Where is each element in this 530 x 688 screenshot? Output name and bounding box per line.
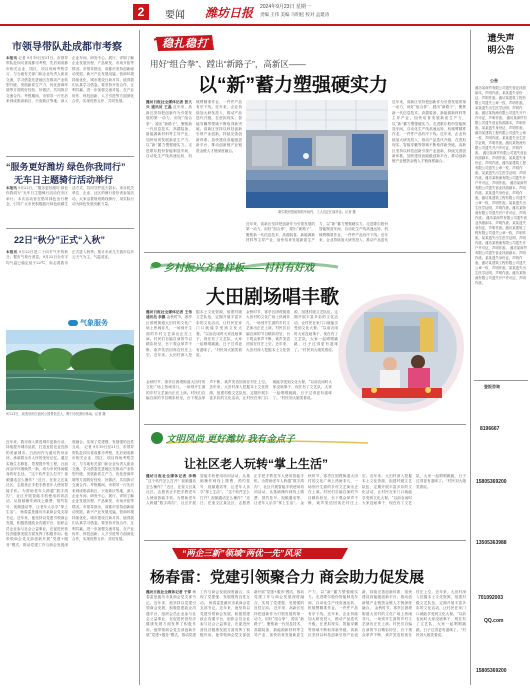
theme-banner <box>150 430 370 446</box>
sidebar-divider <box>474 380 528 381</box>
banner-text: 文明风尚 更好潍坊 我有金点子 <box>166 434 295 445</box>
body-text: 金秋时节，寒亭区固堤街道大田村的文化广场上热闹非凡，一场别开生面的乡村文艺演出正在上演。村民们自编自演的节目精彩纷呈，台下观众掌声不断，欢声笑语回荡在村庄上空。近年来，大田村深入挖掘本土文化资源，组建村级文艺队伍，定期开展丰富多彩的文化活动，让村民在家门口就能享受到文化大餐。“以前农闲时大家没啥事干，现在有了文艺队，大家一起唱唱跳跳，日子过得更有滋味了。”村民刘大娘笑着说。 <box>146 380 332 401</box>
body-text: 记者 9月19日至21日，市领导带队赴四川省成都市考察，先后到成都市相关企业、园区、项目现场考察学习，与当地有关部门和企业负责人座谈交流，学习借鉴先进地区在推动产业转型升级、发展新质生产力、优化营商环境等方面的好经验、好做法，共同探讨交流合作。考察期间，市领导一行先后来到成都高新区、天府新区等地，深入企业车间、研发中心、展厅，详细了解企业发展历程、产品研发、市场开拓等情况。市领导指出，成都市坚持创新驱动发展，新兴产业发展迅猛，营商环境持续优化，城市建设日新月异，值得我们认真学习借鉴。要坚持开放合作、互利共赢，进一步加强交流对接，在产业协作、科技创新、人才引进等方面深化合作，实现优势互补、共同发展。 <box>6 56 134 104</box>
article-body <box>146 590 466 684</box>
factory-photo <box>246 100 388 208</box>
section-divider <box>144 252 466 253</box>
theme-banner <box>172 546 350 560</box>
body-text: 9月22日，“服务更好潍坊 绿色你我同行”无车日主题骑行活动在市区举行。本次活动旨在倡导绿色出行理念，引导广大市民积极践行绿色低碳生活方式，共同守护蓝天碧水。来自机关单位、企业、社区的骑行爱好者参加活动，大家沿着规划路线骑行，用实际行动为绿色发展贡献力量。 <box>6 186 134 207</box>
section-headline: 让社区老人玩转“掌上生活” <box>184 457 329 471</box>
page-header <box>0 0 530 26</box>
photo-caption: 9月21日，改造后的白浪河公园景色宜人，吸引市民游玩休闲。记者 摄 <box>6 412 106 416</box>
body-text: 杨春雷是潍坊市某商会党支部书记。近年来，他坚持以党建引领商会发展，积极搭建政企沟通平台，组织会员企业参与社会公益事业，在促进民营经济健康发展方面发挥了积极作用。他带领商会党支部创新开展“党建+服务”模式，推动党建工作与商会发展深度融合，实现了党建强、发展强的良性互动。 <box>146 590 250 638</box>
body-text: “这个软件怎么打开？视频通话怎么操作？”近日，在奎文区某社区，志愿者正手把手教老年人使用智能手机。为帮助老年人跨越“数字鸿沟”，社区开展智能手机使用培训活动，从基础操作到线上缴费、预约挂号、视频通话等，让老年人乐享“掌上生活”。 <box>6 472 68 515</box>
byline: 本报讯 <box>6 186 17 190</box>
byline: 潍坊日报社全媒体记者 于萍 <box>146 590 192 594</box>
sidebar-title: 遗失声明公告 <box>487 33 515 55</box>
body-text: 近年来，高新区坚持把创新作为引领发展的第一动力，用好“组合拳”、蹚出“新路子”，聚焦新一代信息技术、高端装备、新能源新材料等主导产业，加快培育发展新质生产力，以“新”蓄力塑强硬实力。走进歌尔股份智能制造车间，自动化生产线高速运转，机械臂精准作业，一件件产品有序下线。近年来，企业持续加大研发投入，推动产品迭代 <box>246 222 388 243</box>
qq-label: QQ.com <box>484 618 504 624</box>
sidebar-section-heading: 公告 <box>490 78 498 83</box>
section-headline: 大田剧场唱丰歌 <box>206 287 340 308</box>
column-divider <box>139 30 140 685</box>
column-divider <box>470 30 471 685</box>
cloud-icon <box>68 320 78 326</box>
article-body <box>6 440 134 682</box>
phone-number: 15805369200 <box>476 479 507 485</box>
article-title-line-2: 无车日主题骑行活动举行 <box>14 175 114 185</box>
body-text: 金秋时节，寒亭区固堤街道大田村的文化广场上热闹非凡，一场别开生面的乡村文艺演出正在上演。村民们自编自演的节目精彩纷呈，台下观众掌声不断，欢声笑语回荡在村庄上空。近年来，大田村深入挖掘本土文化资源，组建村级文艺队伍，定期开展丰富多彩的文化活动，让村民在家门口就能享受到文化大餐。“以前农闲时大家没啥事干，现在有了文艺队，大家一起唱唱跳跳，日子过得更有滋味了。”村民刘大娘笑着说。 <box>146 310 242 358</box>
article-divider <box>6 156 134 157</box>
article-title-line-1: “服务更好潍坊 绿色你我同行” <box>6 162 126 172</box>
body-text: 金秋时节，寒亭区固堤街道大田村的文化广场上热闹非凡，一场别开生面的乡村文艺演出正在上演。村民们自编自演的节目精彩纷呈，台下观众掌声不断，欢声笑语回荡在村庄上空。近年来，大田村深入挖掘本土文化资源，组建村级文艺队伍，定期开展丰富多彩的文化活动，让村民在家门口就能享受到文化大餐。“以前农闲时大家没啥事干，现在有了文艺队，大家一起唱唱跳跳，日子过得更有滋味了。”村民刘大娘笑着说。 <box>246 310 338 352</box>
weather-service-logo: 气象服务 <box>68 318 108 328</box>
paper-logo: 潍坊日报 <box>205 6 254 20</box>
phone-number: 13505363988 <box>476 540 507 546</box>
park-photo <box>6 330 134 410</box>
body-text: 金秋时节，寒亭区固堤街道大田村的文化广场上热闹非凡，一场别开生面的乡村文艺演出正在上演。村民们自编自演的节目精彩纷呈，台下观众掌声不断，欢声笑语回荡在村庄上空。近年来，大田村深入挖掘本土文化资源，组建村级文艺队伍，定期开展丰富多彩的文化活动，让村民在家门口就能享受到文化大餐。“以前农闲时大家没啥事干，现在有了文艺队，大家一起唱唱跳跳，日子过得更有滋味了。”村民刘大娘笑着说。 <box>362 590 466 638</box>
body-text: 近年来，高新区坚持把创新作为引领发展的第一动力，用好“组合拳”、蹚出“新路子”，聚焦新一代信息技术、高端装备、新能源新材料等主导产业，加快培育发展新质生产力，以“新”蓄力塑强硬实力。走进歌尔股份智能制造车间，自动化生产线高速运转，机械臂精准作业，一件件产品有序下线。近年来，企业持续加大研发投入，推动产品迭代升级，在虚拟现实、智能穿戴等领域不断取得新突破。高新区坚持以科技创新引领产业创新，持续完善创新体系，加快建设高能级创新平台，推动创新链产业链资金链人才链深度融合。 <box>254 590 412 638</box>
body-text: 杨春雷是潍坊市某商会党支部书记。近年来，他坚持以党建引领商会发展，积极搭建政企沟通平台，组织会员企业参与社会公益事业，在促进民营经济健康发展方面发挥了积极作用。他带领商会党支部创新开展“党建+服务”模式，推动党建工作与商会发展深度融合，实现了党建强、发展强的良性互动。 <box>200 590 304 638</box>
phone-number: 701092003 <box>478 595 504 601</box>
body-text: “这个软件怎么打开？视频通话怎么操作？”近日，在奎文区某社区，志愿者正手把手教老年人使用智能手机。为帮助老年人跨越“数字鸿沟”，社区开展智能手机使用培训活动，从基础操作到线上缴费、预约挂号、视频通话等，让老年人乐享“掌上生活”。 <box>200 474 304 506</box>
byline: 本报讯 <box>6 56 18 60</box>
body-text: 近年来，高新区坚持把创新作为引领发展的第一动力，用好“组合拳”、蹚出“新路子”，聚焦新一代信息技术、高端装备、新能源新材料等主导产业，加快培育发展新质生产力，以“新”蓄力塑强硬实力。走进歌尔股份智能制造车间，自动化生产线高速运转，机械臂精准作业，一件件产品有序下线。近年来，企业持续加大研发投入，推动产品迭代升级，在虚拟现实、智能穿戴等领域不断取得新突破。高新区坚持以科技创新引领产业创新，持续完善创新体系，加快建设高能级创新平台，推动创新链产业链资金链人才链深度融合。 <box>146 100 242 159</box>
article-divider <box>6 228 134 229</box>
byline: 潍坊日报社全媒体记者 王伟 通讯员 李娜 <box>146 310 192 320</box>
sidebar-notices: 潍坊某商贸有限公司遗失营业执照副本，声明作废。某某遗失身份证，声明作废。潍坊某建筑工程有限公司遗失公章一枚，声明作废。某某遗失出生医学证明，声明作废。潍坊某物流有限公司遗失开户许可证，声明作废。 潍坊某商贸有限公司遗失营业执照副本，声明作废。某某遗失身份证，声明作废。潍坊某建筑工程有限公司遗失公章一枚，声明作废。某某遗失出生医学证明，声明作废。潍坊某物流有限公司遗失开户许可证，声明作废。 潍坊某商贸有限公司遗失营业执照副本，声明作废。某某遗失身份证，声明作废。潍坊某建筑工程有限公司遗失公章一枚，声明作废。某某遗失出生医学证明，声明作废。潍坊某物流有限公司遗失开户许可证，声明作废。 潍坊某商贸有限公司遗失营业执照副本，声明作废。某某遗失身份证，声明作废。潍坊某建筑工程有限公司遗失公章一枚，声明作废。某某遗失出生医学证明，声明作废。潍坊某物流有限公司遗失开户许可证，声明作废。 潍坊某商贸有限公司遗失营业执照副本，声明作废。某某遗失身份证，声明作废。潍坊某建筑工程有限公司遗失公章一枚，声明作废。某某遗失出生医学证明，声明作废。潍坊某物流有限公司遗失开户许可证，声明作废。 潍坊某商贸有限公司遗失营业执照副本，声明作废。某某遗失身份证，声明作废。潍坊某建筑工程有限公司遗失公章一枚，声明作废。某某遗失出生医学证明，声明作废。潍坊某物流有限公司遗失开户许可证，声明作废。 <box>475 86 527 285</box>
byline: 本报讯 <box>6 250 18 254</box>
sidebar-contact-label: 登报咨询 <box>484 384 500 389</box>
photo-caption: 歌尔股份智能制造车间内，工人们正忙碌作业。记者 摄 <box>278 210 356 214</box>
theatre-photo <box>334 292 468 414</box>
body-text: 近年来，我市深入推进城市更新行动，持续提升城市品质，打造宜居宜业宜游的美丽城市。白浪河作为潍坊的母亲河，承载着全市人民的美好记忆。通过实施生态修复、景观提升等工程，白浪河沿岸环境焕然一新，成为市民休闲健身的好去处。 <box>6 440 68 477</box>
main-headline: 以“新”蓄力塑强硬实力 <box>198 75 389 96</box>
section-name: 要闻 <box>165 10 185 21</box>
article-title: 22日“秋分”正式“入秋” <box>14 235 106 245</box>
section-divider <box>144 424 466 425</box>
editor-line: 责编 王伟 美编 马明松 校对 孟建涛 <box>260 12 330 17</box>
body-text: “这个软件怎么打开？视频通话怎么操作？”近日，在奎文区某社区，志愿者正手把手教老年人使用智能手机。为帮助老年人跨越“数字鸿沟”，社区开展智能手机使用培训活动，从基础操作到线上缴费、预约挂号、视频通话等，让老年人乐享“掌上生活”。 <box>146 474 250 506</box>
body-text: 记者 9月19日至21日，市领导带队赴四川省成都市考察，先后到成都市相关企业、园区、项目现场考察学习，与当地有关部门和企业负责人座谈交流，学习借鉴先进地区在推动产业转型升级、发展新质生产力、优化营商环境等方面的好经验、好做法，共同探讨交流合作。考察期间，市领导一行先后来到成都高新区、天府新区等地，深入企业车间、研发中心、展厅，详细了解企业发展历程、产品研发、市场开拓等情况。市领导指出，成都市坚持创新驱动发展，新兴产业发展迅猛，营商环境持续优化，城市建设日新月异，值得我们认真学习借鉴。要坚持开放合作、互利共赢，进一步加强交流对接，在产业协作、科技创新、人才引进等方面深化合作，实现优势互补、共同发展。 <box>72 445 134 542</box>
article-body <box>146 380 332 420</box>
banner-text: 乡村振兴齐鲁样板——村村有好戏 <box>164 263 314 274</box>
article-body <box>246 222 388 248</box>
body-text: 9月22日是二十四节气中的秋分。据市气象台消息，9月22日全市平均气温已稳定低于22℃，标志着我市正式进入秋季。预计未来几天我市以多云天气为主，气温适宜。 <box>6 250 134 265</box>
article-subtitle: 用好“组合拳”、蹚出“新路子”，高新区—— <box>150 59 306 69</box>
section-headline: 杨春雷：党建引领聚合力 商会助力促发展 <box>150 569 425 586</box>
theme-banner <box>154 34 302 52</box>
page-number: 2 <box>133 4 149 20</box>
body-text: 杨春雷是潍坊市某商会党支部书记。近年来，他坚持以党建引领商会发展，积极搭建政企沟通平台，组织会员企业参与社会公益事业，在促进民营经济健康发展方面发挥了积极作用。他带领商会党支部创新开展“党建+服务”模式，推动党建工作与商会发展深度融合，实现了党建强、发展强的良性互动。 <box>6 440 134 547</box>
banner-text: “两企三新”领域“两优一先”风采 <box>182 548 302 558</box>
theme-banner <box>150 258 340 274</box>
body-text: 近年来，高新区坚持把创新作为引领发展的第一动力，用好“组合拳”、蹚出“新路子”，聚焦新一代信息技术、高端装备、新能源新材料等主导产业，加快培育发展新质生产力，以“新”蓄力塑强硬实力。走进歌尔股份智能制造车间，自动化生产线高速运转，机械臂精准作业，一件件产品有序下线。近年来，企业持续加大研发投入，推动产品迭代升级，在虚拟现实、智能穿戴等领域不断取得新突破。高新区坚持以科技创新引领产业创新，持续完善创新体系，加快建设高能级创新平台，推动创新链产业链资金链人才链深度融合。 <box>392 100 466 164</box>
article-body <box>6 250 134 310</box>
banner-text: 稳扎稳打 有干头 <box>162 38 247 50</box>
article-body <box>6 186 134 226</box>
section-divider <box>144 540 466 541</box>
article-body <box>6 56 134 154</box>
date-line: 2024年9月23日 星期一 <box>260 4 311 10</box>
phone-number: 8196667 <box>480 426 500 432</box>
article-title: 市领导带队赴成都市考察 <box>12 42 122 53</box>
article-body <box>146 474 466 536</box>
article-body <box>392 100 466 248</box>
byline: 潍坊日报社全媒体记者 李梅 <box>146 474 196 478</box>
byline: 潍坊日报社全媒体记者 张大兴 通讯员 王磊 <box>146 100 192 110</box>
phone-number: 15805369200 <box>476 668 507 674</box>
article-body <box>146 100 242 248</box>
body-text: 金秋时节，寒亭区固堤街道大田村的文化广场上热闹非凡，一场别开生面的乡村文艺演出正在上演。村民们自编自演的节目精彩纷呈，台下观众掌声不断，欢声笑语回荡在村庄上空。近年来，大田村深入挖掘本土文化资源，组建村级文艺队伍，定期开展丰富多彩的文化活动，让村民在家门口就能享受到文化大餐。“以前农闲时大家没啥事干，现在有了文艺队，大家一起唱唱跳跳，日子过得更有滋味了。”村民刘大娘笑着说。 <box>300 474 466 506</box>
